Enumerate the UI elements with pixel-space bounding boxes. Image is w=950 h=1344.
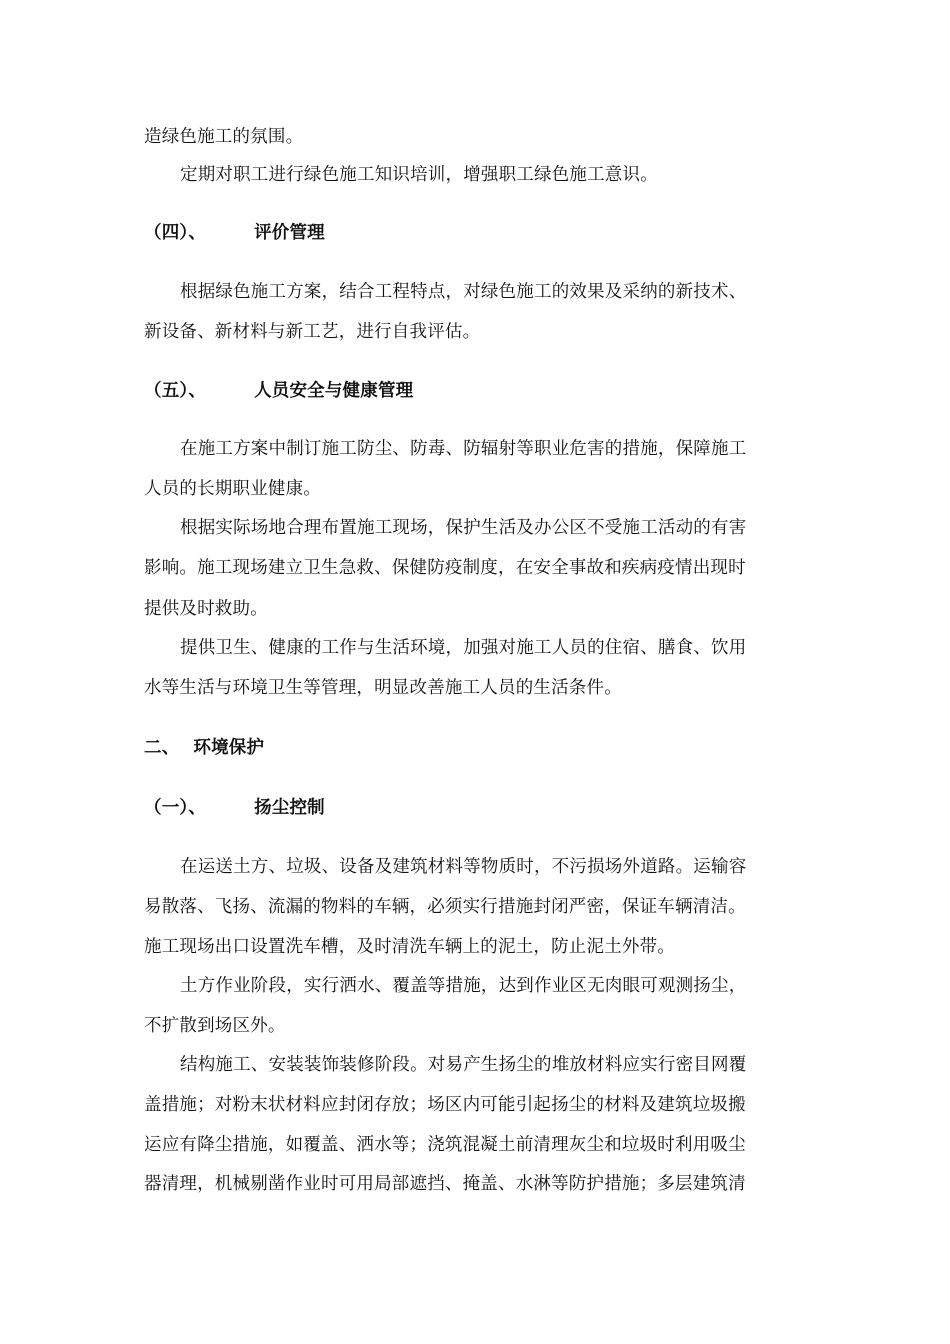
heading-title: 扬尘控制 xyxy=(254,798,325,818)
body-text-line: 人员的长期职业健康。 xyxy=(144,479,321,499)
body-text-line: 提供及时救助。 xyxy=(144,599,268,619)
body-text-line: 影响。施工现场建立卫生急救、保健防疫制度，在安全事故和疾病疫情出现时 xyxy=(144,558,746,578)
section-heading-safety-health xyxy=(144,379,413,403)
body-text-line: 水等生活与环境卫生等管理，明显改善施工人员的生活条件。 xyxy=(144,678,622,698)
body-text-line: 提供卫生、健康的工作与生活环境，加强对施工人员的住宿、膳食、饮用 xyxy=(180,638,747,658)
section-heading-dust-control xyxy=(144,796,325,820)
body-text-line: 运应有降尘措施，如覆盖、洒水等；浇筑混凝土前清理灰尘和垃圾时利用吸尘 xyxy=(144,1135,746,1155)
heading-title: 人员安全与健康管理 xyxy=(254,381,414,401)
body-text-line: 新设备、新材料与新工艺，进行自我评估。 xyxy=(144,322,481,342)
section-heading-evaluation xyxy=(144,221,325,245)
body-text-line: 施工现场出口设置洗车槽，及时清洗车辆上的泥土，防止泥土外带。 xyxy=(144,937,675,957)
body-text-line: 在运送土方、垃圾、设备及建筑材料等物质时，不污损场外道路。运输容 xyxy=(180,857,747,877)
heading-title: 环境保护 xyxy=(193,738,265,758)
chapter-heading-environment xyxy=(144,736,264,760)
body-text-line: 根据实际场地合理布置施工现场，保护生活及办公区不受施工活动的有害 xyxy=(180,518,747,538)
heading-number: （四）、 xyxy=(144,223,207,243)
body-text-line: 造绿色施工的氛围。 xyxy=(144,127,304,147)
body-text-line: 土方作业阶段，实行洒水、覆盖等措施，达到作业区无肉眼可观测扬尘， xyxy=(180,976,747,996)
heading-title: 评价管理 xyxy=(254,223,325,243)
body-text-line: 不扩散到场区外。 xyxy=(144,1016,286,1036)
body-text-line: 盖措施；对粉末状材料应封闭存放；场区内可能引起扬尘的材料及建筑垃圾搬 xyxy=(144,1095,746,1115)
heading-number: 二、 xyxy=(144,738,180,758)
body-text-line: 结构施工、安装装饰装修阶段。对易产生扬尘的堆放材料应实行密目网覆 xyxy=(180,1055,747,1075)
heading-number: （五）、 xyxy=(144,381,207,401)
body-text-line: 在施工方案中制订施工防尘、防毒、防辐射等职业危害的措施，保障施工 xyxy=(180,439,747,459)
body-text-line: 定期对职工进行绿色施工知识培训，增强职工绿色施工意识。 xyxy=(180,165,658,185)
body-text-line: 易散落、飞扬、流漏的物料的车辆，必须实行措施封闭严密，保证车辆清洁。 xyxy=(144,897,746,917)
body-text-line: 根据绿色施工方案，结合工程特点，对绿色施工的效果及采纳的新技术、 xyxy=(180,282,747,302)
heading-number: （一）、 xyxy=(144,798,207,818)
body-text-line: 器清理，机械剔凿作业时可用局部遮挡、掩盖、水淋等防护措施；多层建筑清 xyxy=(144,1174,746,1194)
